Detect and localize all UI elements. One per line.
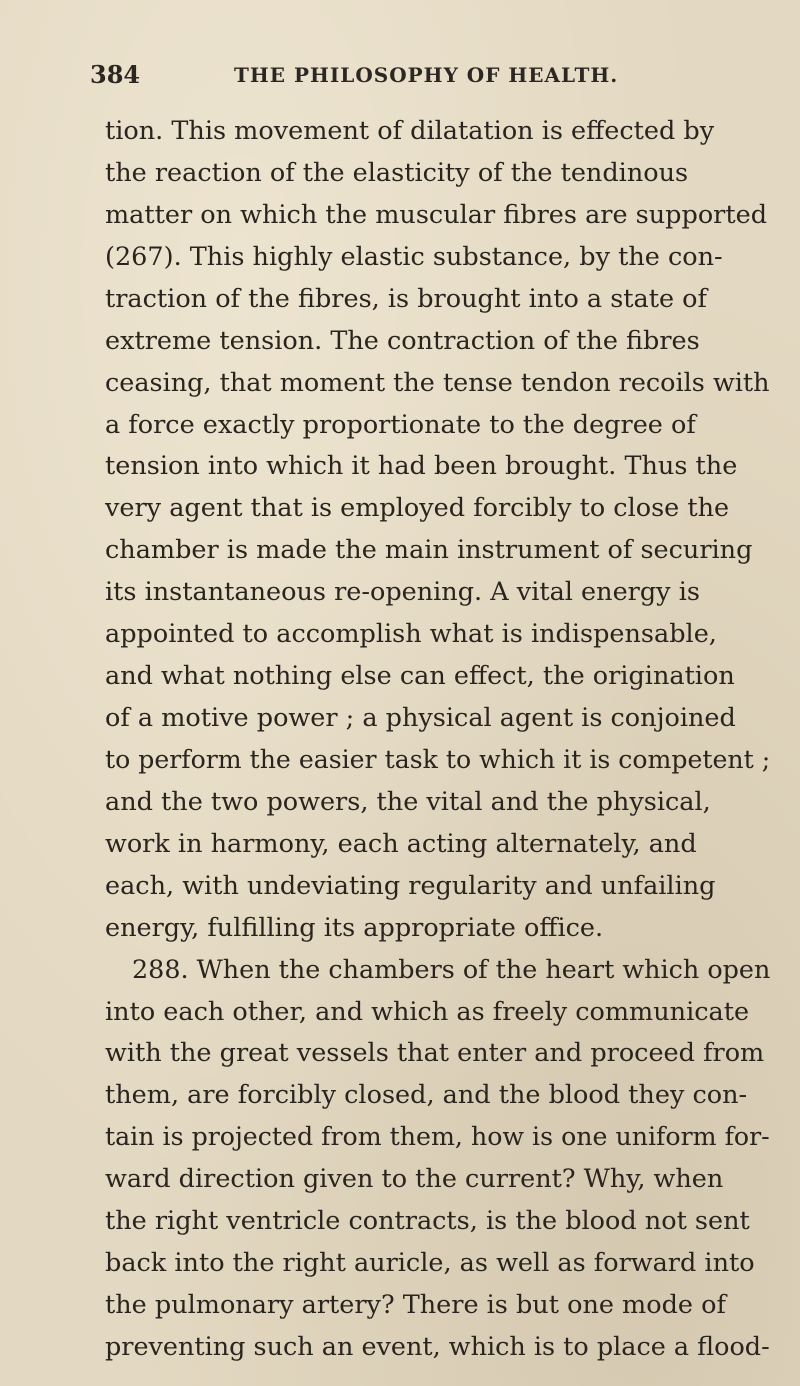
text-line: a force exactly proportionate to the degree of xyxy=(105,409,696,440)
text-line: its instantaneous re-opening. A vital energy is xyxy=(105,577,700,608)
paragraph-start-line: 288. When the chambers of the heart which open xyxy=(132,954,771,985)
text-line: back into the right auricle, as well as forward into xyxy=(105,1248,755,1279)
text-line: chamber is made the main instrument of securing xyxy=(105,535,753,566)
text-line: traction of the fibres, is brought into a state of xyxy=(105,283,707,314)
text-line: of a motive power ; a physical agent is conjoined xyxy=(105,703,736,734)
running-title: THE PHILOSOPHY OF HEALTH. xyxy=(234,63,619,87)
text-line: ceasing, that moment the tense tendon recoils with xyxy=(105,367,770,398)
text-line: and what nothing else can effect, the origination xyxy=(105,661,735,692)
text-line: with the great vessels that enter and proceed from xyxy=(105,1038,765,1069)
text-line: into each other, and which as freely communicate xyxy=(105,996,750,1027)
text-line: tain is projected from them, how is one uniform for- xyxy=(105,1122,770,1153)
text-line: extreme tension. The contraction of the fibres xyxy=(105,325,700,356)
text-line: tion. This movement of dilatation is effected by xyxy=(105,116,715,146)
text-line: the reaction of the elasticity of the tendinous xyxy=(105,157,689,188)
text-line: ward direction given to the current? Why, when xyxy=(105,1164,724,1195)
text-line: energy, fulfilling its appropriate office. xyxy=(105,912,604,943)
text-line: (267). This highly elastic substance, by the con- xyxy=(105,241,723,272)
page-number: 384 xyxy=(90,60,141,89)
text-line: appointed to accomplish what is indispensable, xyxy=(105,619,717,650)
text-line: the right ventricle contracts, is the blood not sent xyxy=(105,1206,750,1237)
text-line: matter on which the muscular fibres are supported xyxy=(105,199,768,230)
text-line: to perform the easier task to which it is competent ; xyxy=(105,744,771,775)
text-line: work in harmony, each acting alternately, and xyxy=(105,828,697,859)
text-line: preventing such an event, which is to place a flood- xyxy=(105,1332,770,1362)
text-line: very agent that is employed forcibly to close the xyxy=(105,493,730,524)
text-line: and the two powers, the vital and the physical, xyxy=(105,786,711,817)
text-line: each, with undeviating regularity and unfailing xyxy=(105,870,716,901)
text-line: the pulmonary artery? There is but one mode of xyxy=(105,1290,726,1321)
text-line: tension into which it had been brought. Thus the xyxy=(105,451,738,482)
text-line: them, are forcibly closed, and the blood they con- xyxy=(105,1080,748,1111)
